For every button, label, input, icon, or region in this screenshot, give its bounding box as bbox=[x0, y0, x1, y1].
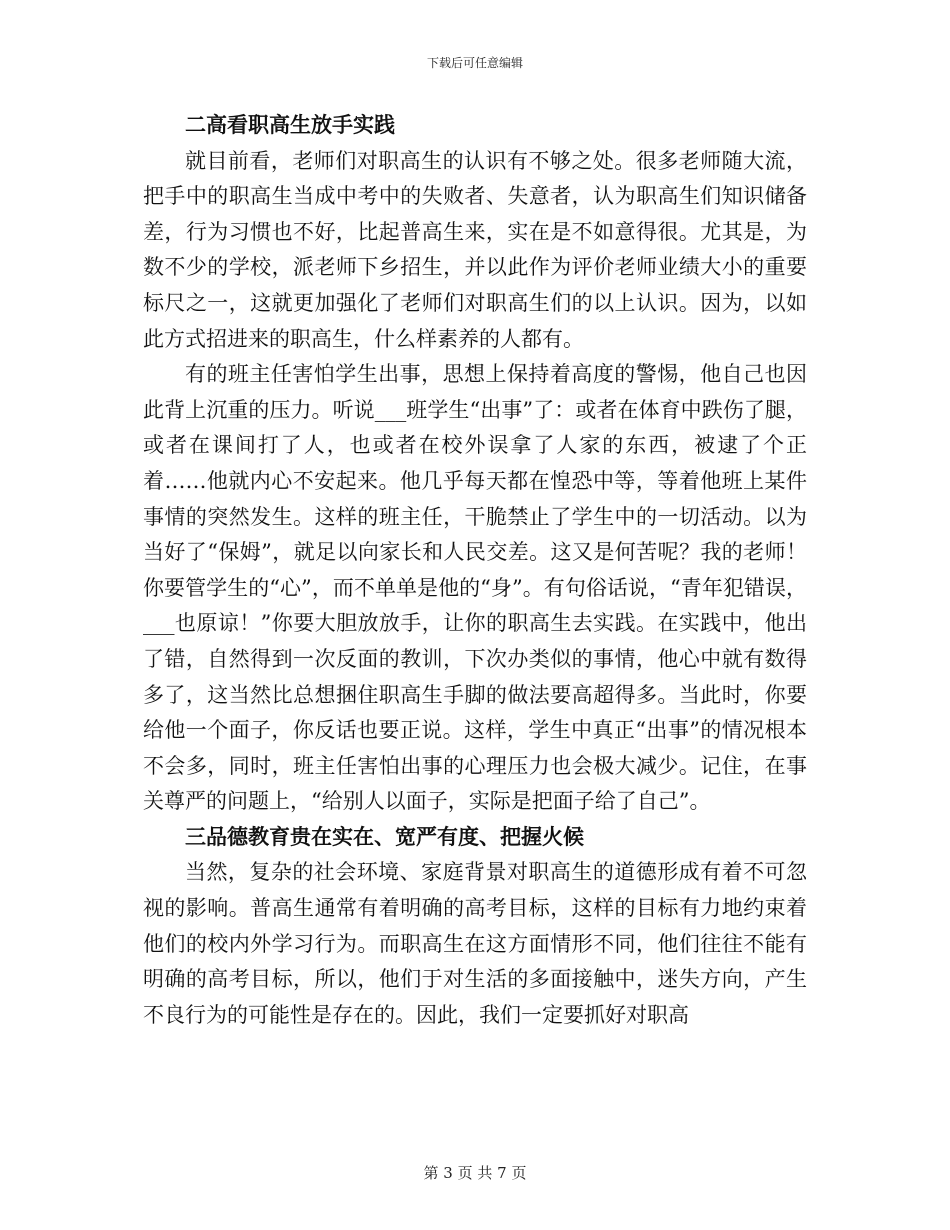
document-body bbox=[143, 108, 807, 1033]
section-heading: 二高看职高生放手实践 bbox=[185, 113, 395, 137]
body-paragraph: 当然，复杂的社会环境、家庭背景对职高生的道德形成有着不可忽视的影响。普高生通常有着明确的高考目标，这样的目标有力地约束着他们的校内外学习行为。而职高生在这方面情形不同，他们往往不能有明确的高考目标，所以，他们于对生活的多面接触中，迷失方向，产生不良行为的可能性是存在的。因此，我们一定要抓好对职高 bbox=[143, 860, 807, 1027]
section-heading: 三品德教育贵在实在、宽严有度、把握火候 bbox=[185, 824, 584, 849]
page-header-note: 下载后可任意编辑 bbox=[426, 56, 523, 70]
page-number: 第 3 页 共 7 页 bbox=[423, 1164, 527, 1182]
body-paragraph: 就目前看，老师们对职高生的认识有不够之处。很多老师随大流，把手中的职高生当成中考中的失败者、失意者，认为职高生们知识储备差，行为习惯也不好，比起普高生来，实在是不如意得很。尤其是，为数不少的学校，派老师下乡招生，并以此作为评价老师业绩大小的重要标尺之一，这就更加强化了老师们对职高生们的以上认识。因为，以如此方式招进来的职高生，什么样素养的人都有。 bbox=[143, 148, 807, 351]
body-paragraph: 有的班主任害怕学生出事，思想上保持着高度的警惕，他自己也因此背上沉重的压力。听说___班学生“出事”了：或者在体育中跌伤了腿，或者在课间打了人，也或者在校外误拿了人家的东西，被逮了个正着……他就内心不安起来。他几乎每天都在惶恐中等，等着他班上某件事情的突然发生。这样的班主任，干脆禁止了学生中的一切活动。以为当好了“保姆”，就足以向家长和人民交差。这又是何苦呢？我的老师！你要管学生的“心”，而不单单是他的“身”。有句俗话说，“青年犯错误，___也原谅！”你要大胆放放手，让你的职高生去实践。在实践中，他出了错，自然得到一次反面的教训，下次办类似的事情，他心中就有数得多了，这当然比总想捆住职高生手脚的做法要高超得多。当此时，你要给他一个面子，你反话也要正说。这样，学生中真正“出事”的情况根本不会多，同时，班主任害怕出事的心理压力也会极大减少。记住，在事关尊严的问题上，“给别人以面子，实际是把面子给了自己”。 bbox=[143, 362, 807, 814]
